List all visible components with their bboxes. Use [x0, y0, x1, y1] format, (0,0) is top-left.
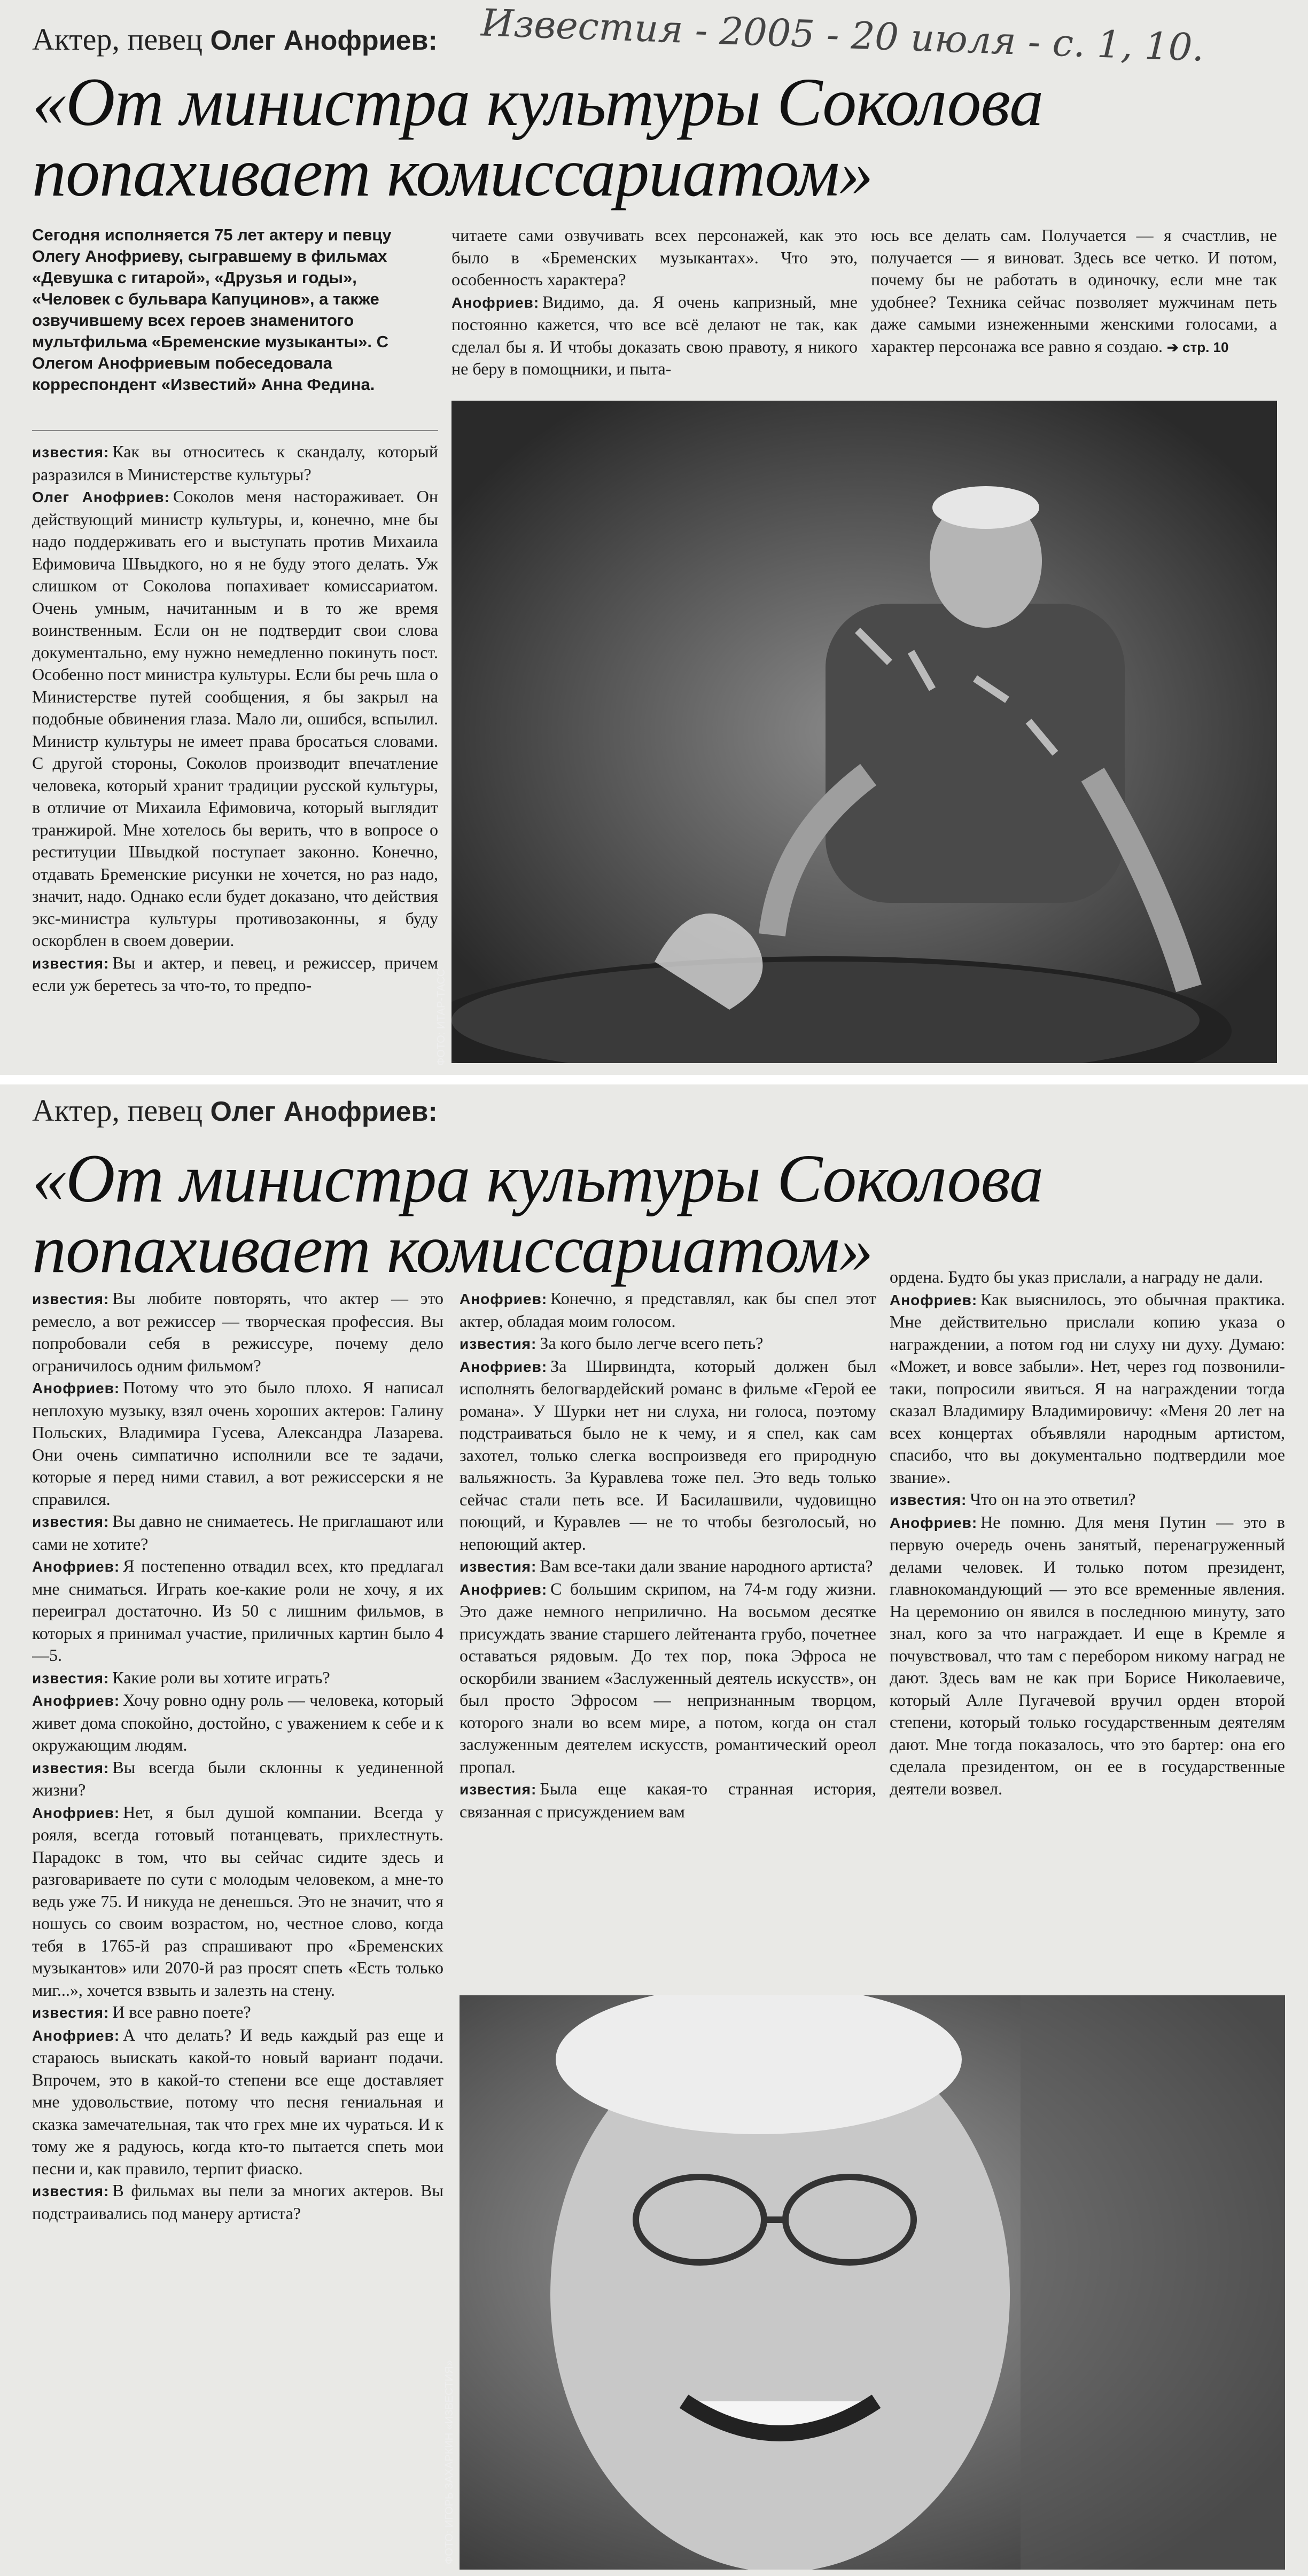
answer-text: Соколов меня настораживает. Он действующий министр культуры, и, конечно, мне бы надо поддерживать его и выступать против Михаила Ефимовича Швыдкого, но я не буду этого делать. Уж слишком от Соколова попахивает комиссариатом. Очень умным, начитанным и в то же время воинственным. Если он не подтвердит свои слова документально, ему нужно немедленно покинуть пост. Особенно пост министра культуры. Если бы речь шла о Министерстве путей сообщения, я бы закрыл на подобные обвинения глаза. Мало ли, ошибся, вспылил. Министр культуры не имеет права бросаться словами. С другой стороны, Соколов производит впечатление человека, который хранит традиции русской культуры, в отличие от Михаила Ефимовича, который выглядит транжирой. Мне хотелось бы верить, что в вопросе о реституции Швыдкой поступает законно. Конечно, отдавать Бременские рисунки не хочется, но раз надо, значит, надо. Однако если будет доказано, что действия экс-министра культуры противозаконны, я буду оскорблен в своем доверии.: [32, 487, 438, 950]
answer-text: Видимо, да. Я очень капризный, мне постоянно кажется, что все всё делают не так, как сделал бы я. И чтобы доказать свою правоту, я никого не беру в помощники, и пыта-: [451, 292, 858, 378]
headline-line-2: попахивает комиссариатом»: [32, 135, 873, 210]
paragraph-text: Какие роли вы хотите играть?: [112, 1667, 330, 1687]
paragraph-text: ордена. Будто бы указ прислали, а награду не дали.: [890, 1267, 1263, 1286]
kicker: [32, 21, 438, 57]
paragraph-text: Вам все-таки дали звание народного артиста?: [540, 1556, 873, 1575]
paragraph-text: Я постепенно отвадил всех, кто предлагал мне сниматься. Играть кое-какие роли не хочу, я их переиграл достаточно. Из 50 с лишним фильмов, в которых я принимал участие, приличных картин было 4—5.: [32, 1556, 443, 1665]
photo-credit: ФОТО: ИТАР-ТАСС: [435, 969, 447, 1066]
question-label: известия:: [32, 1291, 110, 1307]
article-column-3: [890, 1266, 1285, 1987]
question-label: известия:: [32, 1669, 110, 1687]
answer-label: Анофриев:: [32, 2027, 120, 2044]
question-text: Как вы относитесь к скандалу, который разразился в Министерстве культуры?: [32, 442, 438, 484]
question-label: известия:: [32, 1513, 110, 1530]
answer-label: Анофриев:: [460, 1291, 548, 1307]
paragraph-text: И все равно поете?: [112, 2002, 251, 2021]
paragraph-text: За Ширвиндта, который должен был исполнять белогвардейский романс в фильме «Герой ее романа». У Шурки нет ни слуха, ни голоса, поэтому подстраиваться было не к чему, и я спел, как сам захотел, только слегка воспроизведя его природную вальяжность. За Куравлева тоже пел. Это ведь только сейчас стали петь все. И Басилашвили, чудовищно поющий, и Куравлев — не то чтобы безголосый, но непоющий актер.: [460, 1356, 876, 1554]
qa-paragraph: [32, 2001, 443, 2024]
kicker-name: Олег Анофриев:: [210, 1096, 438, 1127]
qa-paragraph: [460, 1555, 876, 1578]
article-column-2: [451, 224, 858, 401]
question-label: известия:: [890, 1492, 967, 1508]
qa-paragraph: [460, 1332, 876, 1355]
qa-paragraph: [32, 2024, 443, 2180]
qa-paragraph: [32, 1667, 443, 1690]
headline: [32, 64, 1277, 210]
paragraph-text: А что делать? И ведь каждый раз еще и стараюсь выискать какой-то новый вариант подачи. Впрочем, это в какой-то степени все еще доставляет мне удовольствие, потому что песня гениальная и сказка замечательная, так что грех мне их чураться. И к тому же я радуюсь, когда кто-то пытается спеть мои песни и, как правило, терпит фиаско.: [32, 2025, 443, 2178]
answer-label: Олег Анофриев:: [32, 489, 170, 505]
headline-line-2: попахивает комиссариатом»: [32, 1211, 873, 1287]
answer-label: Анофриев:: [32, 1692, 120, 1709]
paragraph-text: Конечно, я представлял, как бы спел этот актер, обладая моим голосом.: [460, 1289, 876, 1331]
lead-author: Анна Федина.: [261, 375, 375, 394]
paragraph-text: В фильмах вы пели за многих актеров. Вы подстраивались под манеру артиста?: [32, 2181, 443, 2223]
qa-paragraph: [32, 1287, 443, 1377]
qa-paragraph: [460, 1578, 876, 1778]
question-label: известия:: [32, 444, 110, 460]
qa-paragraph: [460, 1355, 876, 1556]
article-column-2: [460, 1287, 876, 1987]
headline-line-1: «От министра культуры Соколова: [32, 64, 1044, 140]
answer-label: Анофриев:: [460, 1358, 548, 1375]
headline-line-1: «От министра культуры Соколова: [32, 1141, 1044, 1216]
photo-illustration: [451, 401, 1277, 1063]
qa-paragraph: [890, 1511, 1285, 1800]
qa-paragraph: [32, 1510, 443, 1555]
divider: [32, 430, 438, 431]
question-label: известия:: [460, 1558, 537, 1575]
paragraph-text: Как выяснилось, это обычная практика. Мне действительно прислали копию указа о награждении, а потом год ни слуху ни духу. Думаю: «Может, и вовсе забыли». Нет, через год позвонили-таки, попросили явиться. Я на награждении тогда сказал Владимиру Владимировичу: «Меня 20 лет на всех концертах объявляли народным артистом, спасибо, что вы документально подтвердили мое звание».: [890, 1289, 1285, 1487]
qa-paragraph: [32, 1757, 443, 1801]
qa-paragraph: [32, 1801, 443, 2002]
headline: [32, 1141, 1277, 1287]
lead-text: Сегодня исполняется 75 лет актеру и певцу Олегу Анофриеву, сыгравшему в фильмах «Девушка с гитарой», «Друзья и годы», «Человек с бульвара Капуцинов», а также озвучившему всех героев знаменитого мультфильма «Бременские музыканты». С Олегом Анофриевым побеседовала корреспондент «Известий»: [32, 225, 392, 394]
clipping-separator: [0, 1075, 1308, 1084]
answer-label: Анофриев:: [32, 1804, 120, 1821]
article-column-1: [32, 441, 438, 1066]
paragraph-text: С большим скрипом, на 74-м году жизни. Это даже немного неприлично. На восьмом десятке присуждать звание старшего лейтенанта грубо, почетнее оставаться рядовым. До тех пор, пока Эфроса не оскорбили званием «Заслуженный деятель искусств», он был просто Эфросом — непризнанным творцом, которого знали во всем мире, а потом, когда он стал заслуженным деятелем искусств, романтический ореол пропал.: [460, 1579, 876, 1776]
answer-label: Анофриев:: [890, 1514, 978, 1531]
question-label: известия:: [32, 955, 110, 972]
qa-paragraph: [32, 1689, 443, 1757]
kicker-prefix: Актер, певец: [32, 22, 203, 57]
question-text: читаете сами озвучивать всех персонажей, как это было в «Бременских музыкантах». Что это, особенность характера?: [451, 225, 858, 289]
photo-illustration: [460, 1995, 1285, 2570]
question-label: известия:: [32, 2183, 110, 2199]
paragraph-text: Была еще какая-то странная история, связанная с присуждением вам: [460, 1779, 876, 1821]
answer-label: Анофриев:: [460, 1581, 548, 1598]
qa-paragraph: [460, 1287, 876, 1332]
paragraph-text: Вы любите повторять, что актер — это ремесло, а вот режиссер — творческая профессия. Вы попробовали себя в режиссуре, почему дело ограничилось одним фильмом?: [32, 1289, 443, 1375]
paragraph-text: Вы давно не снимаетесь. Не приглашают или сами не хотите?: [32, 1511, 443, 1554]
paragraph-text: Нет, я был душой компании. Всегда у рояля, всегда готовый потанцевать, прихлестнуть. Парадокс в том, что вы сейчас сидите здесь и разговариваете по сути с молодым человеком, а мне-то ведь уже 75. И никуда не денешься. Это не значит, что я ношусь со своим возрастом, но, честное слово, когда тебя в 1765-й раз спрашивают про «Бременских музыкантов» или 2070-й раз просят спеть «Есть только миг...», хочется взвыть и залезть на стену.: [32, 1802, 443, 2000]
paragraph-text: Хочу ровно одну роль — человека, который живет дома спокойно, достойно, с уважением к себе и к окружающим людям.: [32, 1690, 443, 1754]
question-label: известия:: [32, 2004, 110, 2021]
qa-paragraph: [890, 1266, 1285, 1289]
photo-man-at-fountain: [451, 401, 1277, 1063]
answer-text: юсь все делать сам. Получается — я счастлив, не получается — я виноват. Здесь все четко. И потом, почему бы не работать в одиночку, если мне так удобнее? Техника сейчас позволяет мужчинам петь даже самыми изнеженными женскими голосами, а характер персонажа все равно я создаю.: [871, 225, 1277, 356]
kicker: [32, 1092, 438, 1128]
page-reference[interactable]: ➔ стр. 10: [1167, 339, 1229, 355]
handwritten-note: Известия - 2005 - 20 июля - с. 1, 10.: [480, 1, 1205, 70]
answer-label: Анофриев:: [890, 1291, 978, 1308]
lead-paragraph: [32, 224, 438, 395]
answer-label: Анофриев:: [32, 1558, 120, 1575]
question-label: известия:: [32, 1759, 110, 1776]
qa-paragraph: [890, 1289, 1285, 1489]
photo-credit: ФОТО: ИГОРЬ ЗАХАРКИН «ИЗВЕСТИЯ»: [443, 2360, 455, 2564]
paragraph-text: Потому что это было плохо. Я написал неплохую музыку, взял очень хороших актеров: Галину Польских, Владимира Гусева, Александра Лазарева. Они очень симпатично исполнили все те задачи, которые я перед ними ставил, а вот режиссерски я не справился.: [32, 1378, 443, 1509]
answer-label: Анофриев:: [451, 294, 540, 311]
qa-paragraph: [32, 1555, 443, 1667]
article-column-3: [871, 224, 1277, 401]
qa-paragraph: [890, 1488, 1285, 1511]
paragraph-text: Не помню. Для меня Путин — это в первую очередь очень занятый, перенагруженный делами человек. И только потом президент, главнокомандующий — это все временные явления. На церемонию он явился в последнюю минуту, зато знал, кого за что награждает. И еще в Кремле я почувствовал, что там с перебором никому наград не дают. Здесь вам не как при Борисе Николаевиче, который Алле Пугачевой вручил орден второй степени, который только государственным деятелям дают. Мне тогда показалось, что это бартер: она его сделала президентом, он ее в государственные деятели возвел.: [890, 1512, 1285, 1798]
kicker-name: Олег Анофриев:: [210, 25, 438, 56]
answer-label: Анофриев:: [32, 1380, 120, 1396]
article-column-1: [32, 1287, 443, 2570]
paragraph-text: Вы всегда были склонны к уединенной жизни?: [32, 1757, 443, 1799]
question-label: известия:: [460, 1336, 537, 1352]
qa-paragraph: [32, 2180, 443, 2224]
photo-portrait: [460, 1995, 1285, 2570]
clipping-1: [0, 0, 1308, 1075]
qa-paragraph: [460, 1778, 876, 1823]
kicker-prefix: Актер, певец: [32, 1093, 203, 1128]
question-label: известия:: [460, 1781, 537, 1798]
paragraph-text: Что он на это ответил?: [970, 1489, 1136, 1509]
paragraph-text: За кого было легче всего петь?: [540, 1333, 764, 1353]
clipping-2: [0, 1084, 1308, 2576]
qa-paragraph: [32, 1377, 443, 1510]
question-text: Вы и актер, и певец, и режиссер, причем если уж беретесь за что-то, то предпо-: [32, 953, 438, 995]
